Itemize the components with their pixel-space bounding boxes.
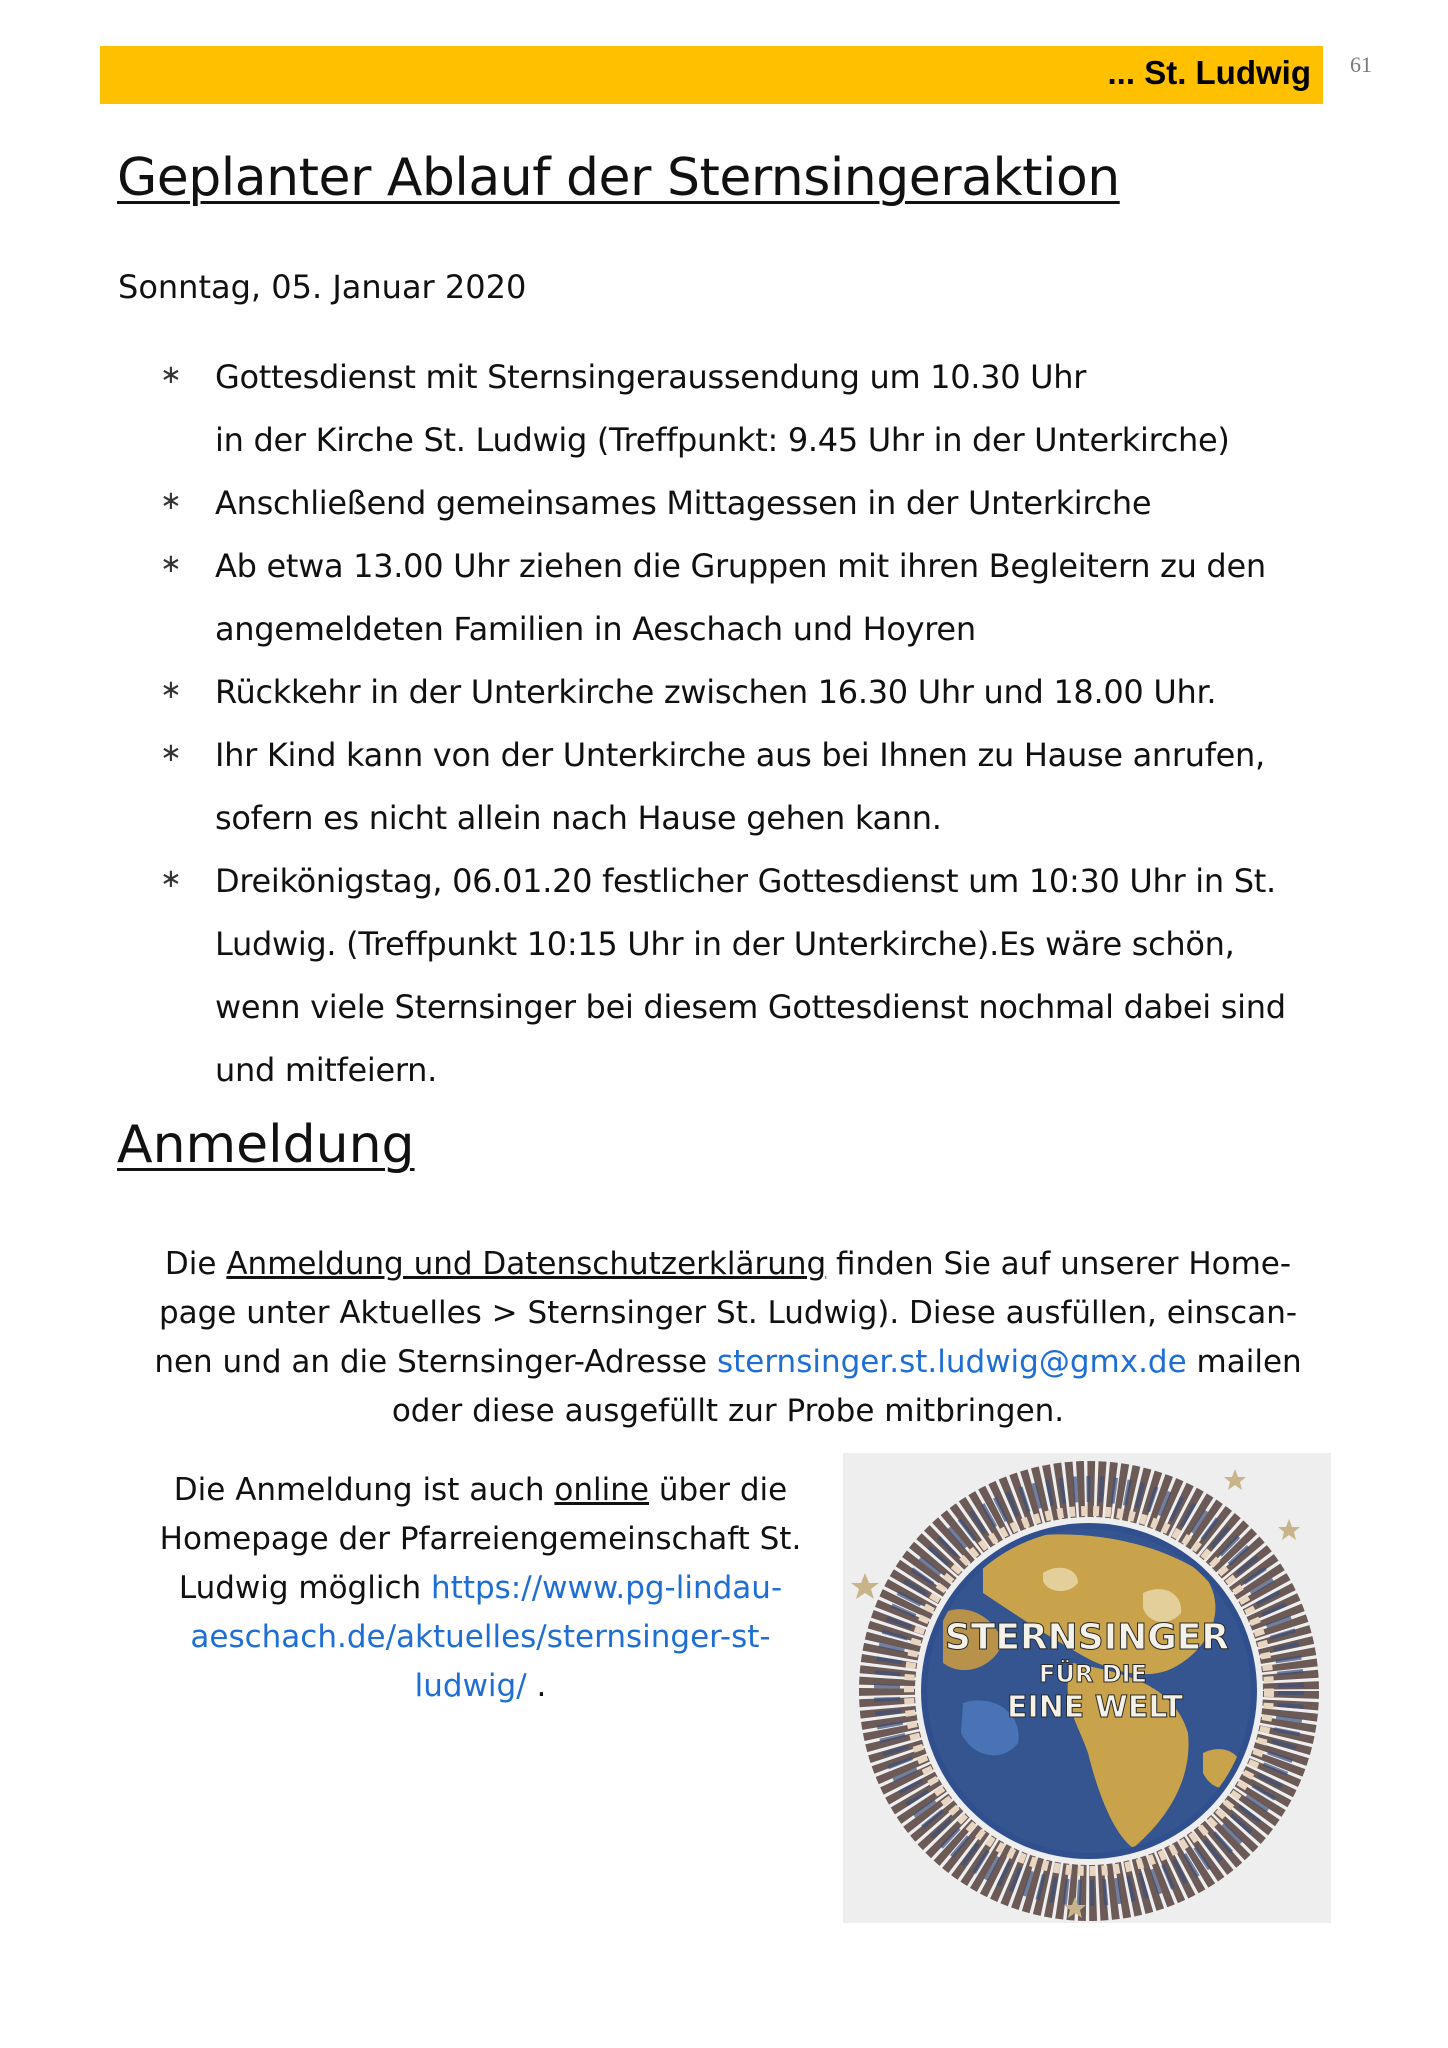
reg-text: page unter Aktuelles > Sternsinger St. Ludwig). Diese ausfüllen, einscan- xyxy=(158,1295,1298,1331)
list-item-line: wenn viele Sternsinger bei diesem Gottesdienst nochmal dabei sind xyxy=(215,988,1286,1026)
bullet-icon: ∗ xyxy=(160,864,182,894)
registration-heading: Anmeldung xyxy=(117,1115,415,1175)
list-item xyxy=(160,724,1360,850)
schedule-date: Sonntag, 05. Januar 2020 xyxy=(118,268,527,306)
schedule-heading: Geplanter Ablauf der Sternsingeraktion xyxy=(117,148,1120,208)
list-item xyxy=(160,661,1360,724)
online-registration-paragraph xyxy=(118,1466,843,1711)
registration-form-link[interactable]: Anmeldung und Datenschutzerklärung xyxy=(226,1246,827,1282)
list-item-line: Dreikönigstag, 06.01.20 festlicher Gottesdienst um 10:30 Uhr in St. xyxy=(215,862,1276,900)
header-bar xyxy=(100,46,1323,104)
online-text: Ludwig möglich xyxy=(178,1570,432,1606)
online-text: Homepage der Pfarreiengemeinschaft St. xyxy=(159,1521,802,1557)
bullet-icon: ∗ xyxy=(160,486,182,516)
list-item-line: angemeldeten Familien in Aeschach und Hoyren xyxy=(215,610,976,648)
homepage-link-part[interactable]: ludwig/ xyxy=(414,1668,527,1704)
bullet-icon: ∗ xyxy=(160,549,182,579)
reg-text: Die xyxy=(164,1246,227,1282)
list-item-line: Ab etwa 13.00 Uhr ziehen die Gruppen mit ihren Begleitern zu den xyxy=(215,547,1266,585)
list-item-line: Rückkehr in der Unterkirche zwischen 16.30 Uhr und 18.00 Uhr. xyxy=(215,673,1217,711)
reg-text: oder diese ausgefüllt zur Probe mitbringen. xyxy=(391,1393,1065,1429)
list-item xyxy=(160,472,1360,535)
bullet-icon: ∗ xyxy=(160,675,182,705)
header-title: ... St. Ludwig xyxy=(1107,54,1311,91)
list-item xyxy=(160,346,1360,472)
list-item-line: in der Kirche St. Ludwig (Treffpunkt: 9.45 Uhr in der Unterkirche) xyxy=(215,421,1230,459)
homepage-link-part[interactable]: aeschach.de/aktuelles/sternsinger-st- xyxy=(190,1619,771,1655)
online-text: . xyxy=(526,1668,547,1704)
banner-line-1: STERNSINGER xyxy=(944,1617,1230,1658)
list-item xyxy=(160,535,1360,661)
email-link[interactable]: sternsinger.st.ludwig@gmx.de xyxy=(716,1344,1187,1380)
banner-line-2: FÜR DIE xyxy=(1039,1660,1147,1688)
page-number: 61 xyxy=(1350,52,1372,77)
registration-paragraph xyxy=(118,1240,1338,1436)
sternsinger-globe-illustration xyxy=(843,1453,1331,1923)
reg-text: nen und an die Sternsinger-Adresse xyxy=(154,1344,717,1380)
online-text: über die xyxy=(648,1472,788,1508)
online-word: online xyxy=(554,1472,649,1508)
sternsinger-photo xyxy=(843,1453,1331,1923)
list-item-line: Gottesdienst mit Sternsingeraussendung um 10.30 Uhr xyxy=(215,358,1087,396)
list-item-line: Anschließend gemeinsames Mittagessen in der Unterkirche xyxy=(215,484,1152,522)
list-item-line: Ihr Kind kann von der Unterkirche aus bei Ihnen zu Hause anrufen, xyxy=(215,736,1265,774)
list-item-line: Ludwig. (Treffpunkt 10:15 Uhr in der Unterkirche).Es wäre schön, xyxy=(215,925,1235,963)
bullet-icon: ∗ xyxy=(160,360,182,390)
list-item-line: sofern es nicht allein nach Hause gehen kann. xyxy=(215,799,942,837)
reg-text: mailen xyxy=(1186,1344,1302,1380)
reg-text: finden Sie auf unserer Home- xyxy=(826,1246,1292,1282)
online-text: Die Anmeldung ist auch xyxy=(173,1472,555,1508)
homepage-link-part[interactable]: https://www.pg-lindau- xyxy=(431,1570,783,1606)
schedule-list xyxy=(160,346,1360,1102)
list-item xyxy=(160,850,1360,1102)
bullet-icon: ∗ xyxy=(160,738,182,768)
banner-line-3: EINE WELT xyxy=(1007,1690,1183,1725)
list-item-line: und mitfeiern. xyxy=(215,1051,438,1089)
